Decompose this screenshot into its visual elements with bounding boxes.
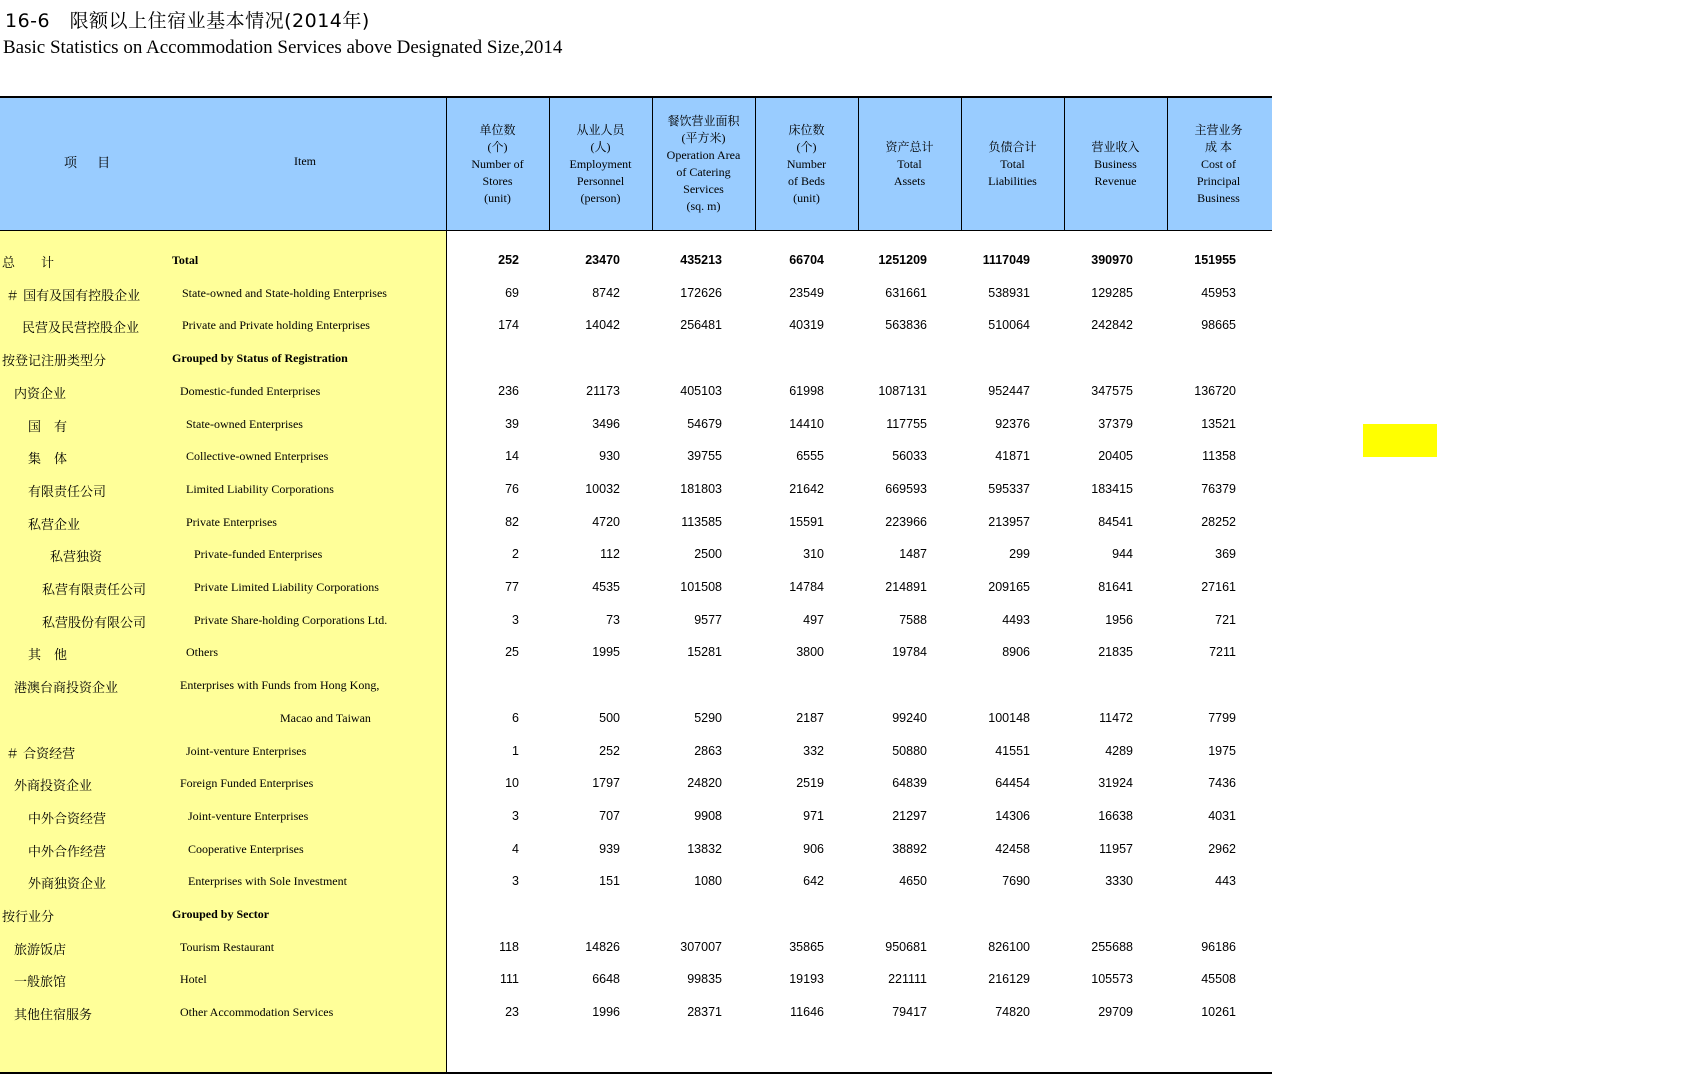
row-label-cn: 中外合资经营 <box>28 811 107 827</box>
row-label-cn: 中外合作经营 <box>28 844 107 860</box>
cell-value: 4493 <box>1002 612 1030 627</box>
row-label-en: Private Enterprises <box>186 514 277 529</box>
table-row <box>0 802 1272 835</box>
cell-value: 10032 <box>585 481 620 496</box>
cell-value: 3330 <box>1105 874 1133 889</box>
row-label-en: Hotel <box>180 972 207 987</box>
cell-value: 906 <box>803 841 824 856</box>
cell-value: 14042 <box>585 318 620 333</box>
cell-value: 181803 <box>680 481 722 496</box>
cell-value: 1 <box>512 743 519 758</box>
cell-value: 10261 <box>1201 1005 1236 1020</box>
cell-value: 944 <box>1112 547 1133 562</box>
row-label-cn: 旅游饭店 <box>14 942 67 958</box>
cell-value: 39755 <box>687 449 722 464</box>
column-divider <box>961 98 962 230</box>
cell-value: 112 <box>600 547 620 562</box>
cell-value: 23549 <box>789 285 824 300</box>
table-row <box>0 835 1272 868</box>
cell-value: 42458 <box>995 841 1030 856</box>
row-label-cn: ＃ 合资经营 <box>6 746 76 762</box>
cell-value: 1080 <box>694 874 722 889</box>
cell-value: 1995 <box>592 645 620 660</box>
cell-value: 563836 <box>885 318 927 333</box>
cell-value: 256481 <box>680 318 722 333</box>
cell-value: 50880 <box>892 743 927 758</box>
cell-value: 299 <box>1009 547 1030 562</box>
cell-value: 310 <box>803 547 824 562</box>
cell-value: 510064 <box>988 318 1030 333</box>
cell-value: 939 <box>599 841 620 856</box>
cell-value: 3 <box>512 808 519 823</box>
cell-value: 11472 <box>1099 710 1133 725</box>
cell-value: 61998 <box>789 383 824 398</box>
row-label-en: Total <box>172 253 199 267</box>
cell-value: 14784 <box>789 580 824 594</box>
cell-value: 707 <box>599 808 620 823</box>
cell-value: 21297 <box>892 808 927 823</box>
cell-value: 118 <box>499 939 519 954</box>
cell-value: 19193 <box>789 972 824 987</box>
cell-value: 19784 <box>892 645 927 660</box>
cell-value: 4535 <box>592 580 620 594</box>
row-label-en: Other Accommodation Services <box>180 1005 334 1020</box>
cell-value: 9577 <box>694 612 722 627</box>
cell-value: 77 <box>505 580 519 594</box>
row-label-en: Grouped by Status of Registration <box>172 351 348 366</box>
header-item-en: Item <box>294 154 316 168</box>
column-divider <box>1064 98 1065 230</box>
row-label-cn: 内资企业 <box>14 386 67 402</box>
column-divider <box>549 98 550 230</box>
cell-value: 38892 <box>892 841 927 856</box>
table-row <box>0 606 1272 639</box>
cell-value: 151955 <box>1194 253 1236 267</box>
header-total-assets: 资产总计 Total Assets <box>885 139 934 188</box>
row-label-cn: 私营有限责任公司 <box>42 583 147 598</box>
cell-value: 10 <box>505 776 519 791</box>
row-label-en: Limited Liability Corporations <box>186 481 334 496</box>
cell-value: 6555 <box>796 449 824 464</box>
row-label-en: State-owned Enterprises <box>186 416 303 431</box>
cell-value: 2 <box>512 547 519 562</box>
row-label-en: Tourism Restaurant <box>180 939 275 954</box>
row-label-en: Enterprises with Sole Investment <box>188 874 347 889</box>
table-row <box>0 246 1272 279</box>
table-row <box>0 933 1272 966</box>
cell-value: 54679 <box>687 416 722 431</box>
cell-value: 1487 <box>899 547 927 562</box>
row-label-cn: 外商投资企业 <box>14 779 93 795</box>
cell-value: 6 <box>512 710 519 725</box>
row-label-en: Enterprises with Funds from Hong Kong, <box>180 678 380 693</box>
cell-value: 5290 <box>694 710 722 725</box>
cell-value: 113585 <box>681 514 722 529</box>
row-label-cn: 一般旅馆 <box>14 975 67 991</box>
cell-value: 31924 <box>1098 776 1133 791</box>
column-divider <box>652 98 653 230</box>
header-beds: 床位数 (个) Number of Beds (unit) <box>786 122 827 205</box>
cell-value: 81641 <box>1098 580 1133 594</box>
cell-value: 443 <box>1215 874 1236 889</box>
table-row <box>0 998 1272 1031</box>
row-label-en: Joint-venture Enterprises <box>188 808 309 823</box>
row-label-en: Foreign Funded Enterprises <box>180 776 314 791</box>
cell-value: 6648 <box>592 972 620 987</box>
cell-value: 40319 <box>789 318 824 333</box>
cell-value: 221111 <box>888 972 927 987</box>
cell-value: 1975 <box>1208 743 1236 758</box>
cell-value: 631661 <box>885 285 927 300</box>
cell-value: 21835 <box>1098 645 1133 660</box>
table-row <box>0 671 1272 704</box>
cell-value: 28252 <box>1201 514 1236 529</box>
cell-value: 13832 <box>687 841 722 856</box>
cell-value: 642 <box>803 874 824 889</box>
table-row <box>0 377 1272 410</box>
cell-value: 223966 <box>885 514 927 529</box>
table-row <box>0 638 1272 671</box>
column-divider <box>858 98 859 230</box>
cell-value: 20405 <box>1098 449 1133 464</box>
cell-value: 3496 <box>592 416 620 431</box>
cell-value: 27161 <box>1201 580 1236 594</box>
row-label-en: Private Limited Liability Corporations <box>194 580 379 594</box>
header-item-cn: 项 目 <box>64 156 119 171</box>
header-total-liabilities: 负债合计 Total Liabilities <box>988 139 1037 188</box>
row-label-en: Cooperative Enterprises <box>188 841 304 856</box>
cell-value: 971 <box>803 808 824 823</box>
cell-value: 7588 <box>899 612 927 627</box>
cell-value: 35865 <box>789 939 824 954</box>
cell-value: 99240 <box>892 710 927 725</box>
cell-value: 82 <box>505 514 519 529</box>
row-label-cn: 港澳台商投资企业 <box>14 681 119 697</box>
cell-value: 332 <box>803 743 824 758</box>
cell-value: 73 <box>606 612 620 627</box>
cell-value: 7690 <box>1002 874 1030 889</box>
row-label-en: Private-funded Enterprises <box>194 547 323 562</box>
cell-value: 28371 <box>687 1005 722 1020</box>
row-label-en: Joint-venture Enterprises <box>186 743 307 758</box>
table-row <box>0 344 1272 377</box>
cell-value: 307007 <box>680 939 722 954</box>
cell-value: 7436 <box>1208 776 1236 791</box>
row-label-cn: 外商独资企业 <box>28 877 107 893</box>
cell-value: 1996 <box>592 1005 620 1020</box>
cell-value: 8906 <box>1002 645 1030 660</box>
cell-value: 21173 <box>586 383 620 398</box>
cell-value: 826100 <box>988 939 1030 954</box>
cell-value: 41551 <box>995 743 1030 758</box>
cell-value: 111 <box>499 972 519 987</box>
table-row <box>0 704 1272 737</box>
header-business-revenue: 营业收入 Business Revenue <box>1091 139 1140 188</box>
row-label-en: Others <box>186 645 218 660</box>
table-row <box>0 410 1272 443</box>
cell-value: 74820 <box>995 1005 1030 1020</box>
cell-value: 21642 <box>789 481 824 496</box>
cell-value: 950681 <box>885 939 927 954</box>
cell-value: 98665 <box>1201 318 1236 333</box>
cell-value: 435213 <box>680 253 722 267</box>
row-label-cn: 其他住宿服务 <box>14 1008 93 1024</box>
cell-value: 9908 <box>694 808 722 823</box>
cell-value: 252 <box>498 253 519 267</box>
cell-value: 14306 <box>995 808 1030 823</box>
cell-value: 216129 <box>988 972 1030 987</box>
cell-value: 213957 <box>988 514 1030 529</box>
cell-value: 64839 <box>892 776 927 791</box>
cell-value: 69 <box>505 285 519 300</box>
highlighted-cell[interactable] <box>1363 424 1437 457</box>
cell-value: 100148 <box>988 710 1030 725</box>
cell-value: 2187 <box>796 710 824 725</box>
cell-value: 84541 <box>1098 514 1133 529</box>
cell-value: 3 <box>512 612 519 627</box>
cell-value: 15591 <box>789 514 824 529</box>
cell-value: 405103 <box>680 383 722 398</box>
cell-value: 25 <box>505 645 519 660</box>
cell-value: 11358 <box>1202 449 1236 464</box>
row-label-cn: 总 计 <box>2 256 55 271</box>
cell-value: 4 <box>512 841 519 856</box>
cell-value: 29709 <box>1098 1005 1133 1020</box>
cell-value: 23 <box>505 1005 519 1020</box>
table-row <box>0 965 1272 998</box>
cell-value: 930 <box>599 449 620 464</box>
cell-value: 41871 <box>995 449 1030 464</box>
cell-value: 500 <box>599 710 620 725</box>
cell-value: 136720 <box>1194 383 1236 398</box>
cell-value: 66704 <box>789 253 824 267</box>
row-label-cn: 国 有 <box>28 419 68 435</box>
cell-value: 37379 <box>1098 416 1133 431</box>
statistics-table <box>0 96 1272 1076</box>
table-row <box>0 279 1272 312</box>
header-employment: 从业人员 (人) Employment Personnel (person) <box>569 122 632 205</box>
table-row <box>0 737 1272 770</box>
cell-value: 76379 <box>1201 481 1236 496</box>
page-title-chinese: 16-6 限额以上住宿业基本情况(2014年) <box>5 10 370 32</box>
cell-value: 4289 <box>1105 743 1133 758</box>
cell-value: 347575 <box>1091 383 1133 398</box>
row-label-cn: 民营及民营控股企业 <box>22 321 140 337</box>
cell-value: 15281 <box>687 645 722 660</box>
table-row <box>0 573 1272 606</box>
cell-value: 1251209 <box>878 253 927 267</box>
row-label-en: Private Share-holding Corporations Ltd. <box>194 612 388 627</box>
cell-value: 242842 <box>1091 318 1133 333</box>
cell-value: 369 <box>1215 547 1236 562</box>
cell-value: 538931 <box>988 285 1030 300</box>
column-divider <box>755 98 756 230</box>
cell-value: 14 <box>505 449 519 464</box>
cell-value: 64454 <box>995 776 1030 791</box>
cell-value: 101508 <box>680 580 722 594</box>
table-bottom-rule <box>0 1072 1272 1074</box>
row-label-cn: 其 他 <box>28 648 68 664</box>
cell-value: 96186 <box>1201 939 1236 954</box>
table-row <box>0 867 1272 900</box>
cell-value: 8742 <box>592 285 620 300</box>
cell-value: 721 <box>1215 612 1236 627</box>
table-row <box>0 769 1272 802</box>
cell-value: 117755 <box>886 416 927 431</box>
cell-value: 236 <box>498 383 519 398</box>
table-row <box>0 311 1272 344</box>
cell-value: 151 <box>599 874 620 889</box>
cell-value: 14410 <box>789 416 824 431</box>
cell-value: 16638 <box>1098 808 1133 823</box>
table-row <box>0 540 1272 573</box>
cell-value: 2519 <box>796 776 824 791</box>
cell-value: 76 <box>505 481 519 496</box>
cell-value: 56033 <box>892 449 927 464</box>
cell-value: 252 <box>599 743 620 758</box>
page-title-english: Basic Statistics on Accommodation Services above Designated Size,2014 <box>3 37 563 58</box>
cell-value: 595337 <box>988 481 1030 496</box>
cell-value: 4650 <box>899 874 927 889</box>
cell-value: 39 <box>505 416 519 431</box>
cell-value: 13521 <box>1201 416 1236 431</box>
cell-value: 4031 <box>1208 808 1236 823</box>
cell-value: 390970 <box>1091 253 1133 267</box>
row-label-en: Private and Private holding Enterprises <box>182 318 370 333</box>
header-cost-principal: 主营业务 成 本 Cost of Principal Business <box>1194 122 1243 205</box>
cell-value: 1087131 <box>878 383 927 398</box>
table-row <box>0 508 1272 541</box>
cell-value: 172626 <box>680 285 722 300</box>
row-label-en: Collective-owned Enterprises <box>186 449 329 464</box>
cell-value: 79417 <box>892 1005 927 1020</box>
cell-value: 7799 <box>1208 710 1236 725</box>
cell-value: 1797 <box>592 776 620 791</box>
row-label-cn: 有限责任公司 <box>28 484 107 500</box>
cell-value: 669593 <box>885 481 927 496</box>
cell-value: 952447 <box>988 383 1030 398</box>
row-label-en: State-owned and State-holding Enterprises <box>182 285 387 300</box>
cell-value: 183415 <box>1091 481 1133 496</box>
row-label-cn: 私营独资 <box>50 550 103 566</box>
cell-value: 2863 <box>694 743 722 758</box>
row-label-cn: 按登记注册类型分 <box>2 354 107 370</box>
cell-value: 99835 <box>687 972 722 987</box>
cell-value: 14826 <box>585 939 620 954</box>
cell-value: 105573 <box>1091 972 1133 987</box>
cell-value: 2962 <box>1208 841 1236 856</box>
header-catering-area: 餐饮营业面积 (平方米) Operation Area of Catering Services (sq. m) <box>666 114 741 213</box>
table-row <box>0 900 1272 933</box>
cell-value: 92376 <box>995 416 1030 431</box>
cell-value: 24820 <box>687 776 722 791</box>
cell-value: 3800 <box>796 645 824 660</box>
cell-value: 497 <box>803 612 824 627</box>
cell-value: 1117049 <box>982 253 1030 267</box>
cell-value: 23470 <box>585 253 620 267</box>
cell-value: 255688 <box>1091 939 1133 954</box>
cell-value: 209165 <box>988 580 1030 594</box>
row-label-cn: 私营股份有限公司 <box>42 615 147 631</box>
row-label-cn: ＃ 国有及国有控股企业 <box>6 288 141 304</box>
row-label-cn: 私营企业 <box>28 517 81 533</box>
cell-value: 45953 <box>1201 285 1236 300</box>
cell-value: 11957 <box>1099 841 1133 856</box>
cell-value: 3 <box>512 874 519 889</box>
table-row <box>0 442 1272 475</box>
cell-value: 174 <box>498 318 519 333</box>
cell-value: 7211 <box>1209 645 1236 660</box>
header-stores: 单位数 (个) Number of Stores (unit) <box>471 122 524 205</box>
cell-value: 45508 <box>1201 972 1236 987</box>
cell-value: 4720 <box>592 514 620 529</box>
row-label-en: Grouped by Sector <box>172 907 270 921</box>
row-label-en: Macao and Taiwan <box>280 710 371 725</box>
cell-value: 129285 <box>1091 285 1133 300</box>
cell-value: 1956 <box>1105 612 1133 627</box>
row-label-cn: 集 体 <box>28 452 68 468</box>
table-row <box>0 475 1272 508</box>
cell-value: 11646 <box>790 1005 824 1020</box>
column-divider <box>1167 98 1168 230</box>
row-label-en: Domestic-funded Enterprises <box>180 383 321 398</box>
cell-value: 214891 <box>885 580 927 594</box>
cell-value: 2500 <box>694 547 722 562</box>
row-label-cn: 按行业分 <box>2 910 55 925</box>
